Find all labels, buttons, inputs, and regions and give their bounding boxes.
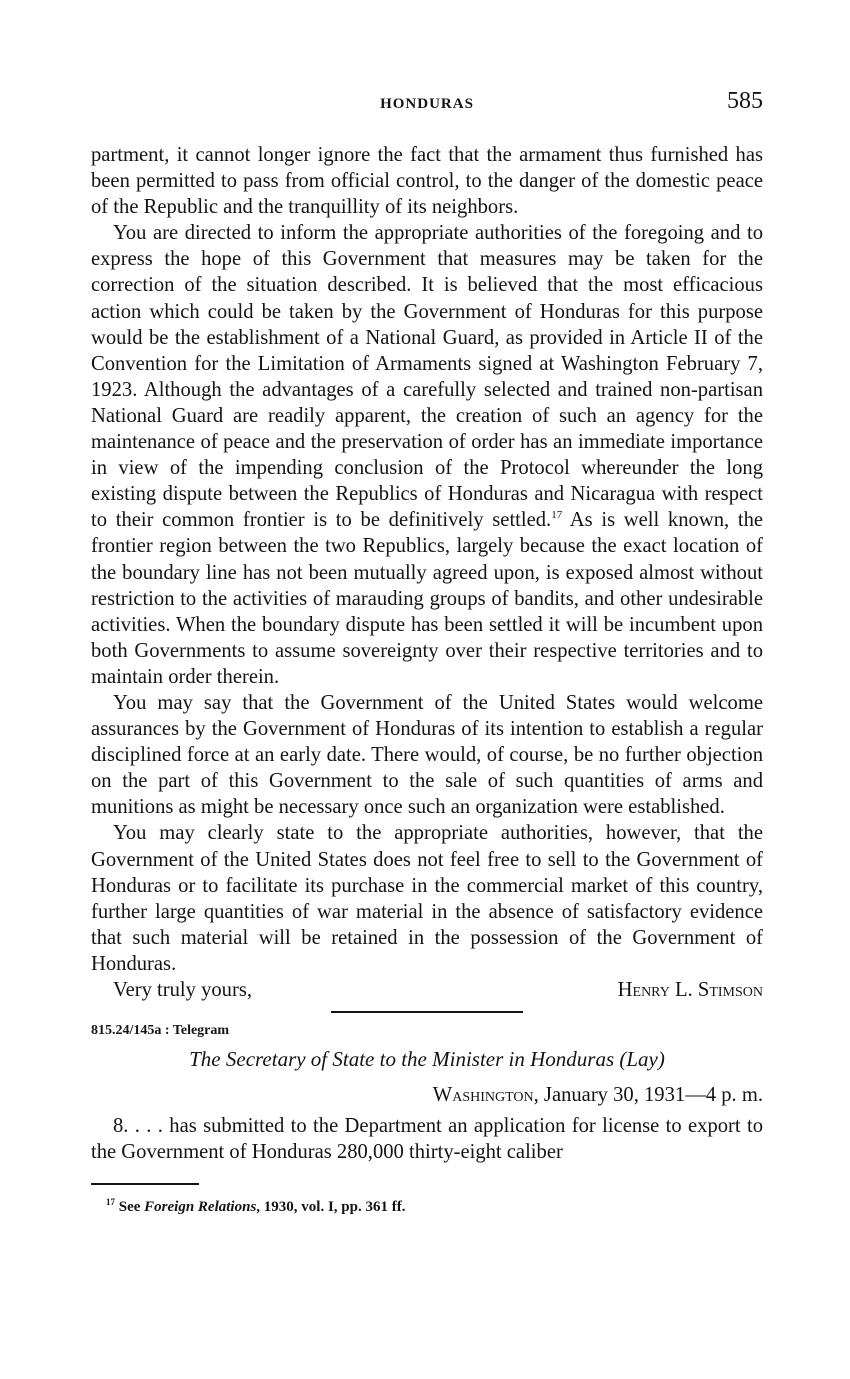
file-reference: 815.24/145a : Telegram (91, 1023, 230, 1038)
dateline (91, 1084, 763, 1107)
letter-body (91, 142, 763, 977)
footnote-marker: 17 (106, 1196, 115, 1207)
paragraph-war-material: You may clearly state to the appropriate authorities, however, that the Government of the United States does not feel free to sell to the Government of Honduras or to facilitate its purchase in the commercial market of this country, further large quantities of war material in the absence of satisfactory evidence that such material will be retained in the possession of the Government of Honduras. (91, 822, 763, 975)
paragraph-national-guard (91, 220, 763, 690)
footnote-reference: 17 (551, 509, 563, 522)
section-divider (331, 1011, 523, 1013)
paragraph-text: You are directed to inform the appropriate authorities of the foregoing and to express the hope of this Government that measures may be taken for the correction of the situation described. It is believed that the most efficacious action which could be taken by the Government of Honduras for this purpose would be the establishment of a National Guard, as provided in Article II of the Convention for the Limitation of Armaments signed at Washington February 7, 1923. Although the advantages of a carefully selected and trained non-partisan National Guard are readily apparent, the creation of such an agency for the maintenance of peace and the preservation of order has an immediate importance in view of the impending conclusion of the Protocol whereunder the long existing dispute between the Republics of Honduras and Nicaragua with respect to their common frontier is to be definitively settled. (91, 222, 763, 532)
signature: Henry L. Stimson (617, 979, 763, 1001)
document-page (91, 88, 763, 1216)
paragraph-assurances: You may say that the Government of the United States would welcome assurances by the Government of Honduras of its intention to establish a regular disciplined force at an early date. There would, of course, be no further objection on the part of this Government to the sale of such quantities of arms and munitions as might be necessary once such an organization were established. (91, 691, 763, 819)
running-head (91, 88, 763, 122)
telegram-body (91, 1113, 763, 1165)
footnote-prefix: See (115, 1198, 145, 1215)
telegram-paragraph: 8. . . . has submitted to the Department an application for license to export to the Government of Honduras 280,000 thirty-eight caliber (91, 1115, 763, 1164)
salutation: Very truly yours, (113, 979, 252, 1001)
paragraph-continuation: partment, it cannot longer ignore the fact that the armament thus furnished has been permitted to pass from official control, to the danger of the domestic peace of the Republic and the tranquillity of its neighbors. (91, 144, 763, 219)
footnote (91, 1197, 763, 1216)
letter-closing (91, 977, 763, 1007)
dateline-place: Washington, (432, 1084, 539, 1106)
footnote-title: Foreign Relations (144, 1198, 257, 1215)
paragraph-text: As is well known, the frontier region between the two Republics, largely because the exact location of the boundary line has not been mutually agreed upon, is exposed almost without restriction to the activities of marauding groups of bandits, and other undesirable activities. When the boundary dispute has been settled it will be incumbent upon both Governments to assume sovereignty over their respective territories and to maintain order therein. (91, 509, 764, 688)
document-heading: The Secretary of State to the Minister in Honduras (Lay) (189, 1047, 665, 1071)
page-number: 585 (727, 88, 763, 114)
footnote-divider (91, 1183, 199, 1185)
running-title: HONDURAS (380, 96, 474, 112)
footnote-citation: , 1930, vol. I, pp. 361 ff. (256, 1198, 406, 1215)
dateline-date: January 30, 1931—4 p. m. (538, 1084, 763, 1106)
